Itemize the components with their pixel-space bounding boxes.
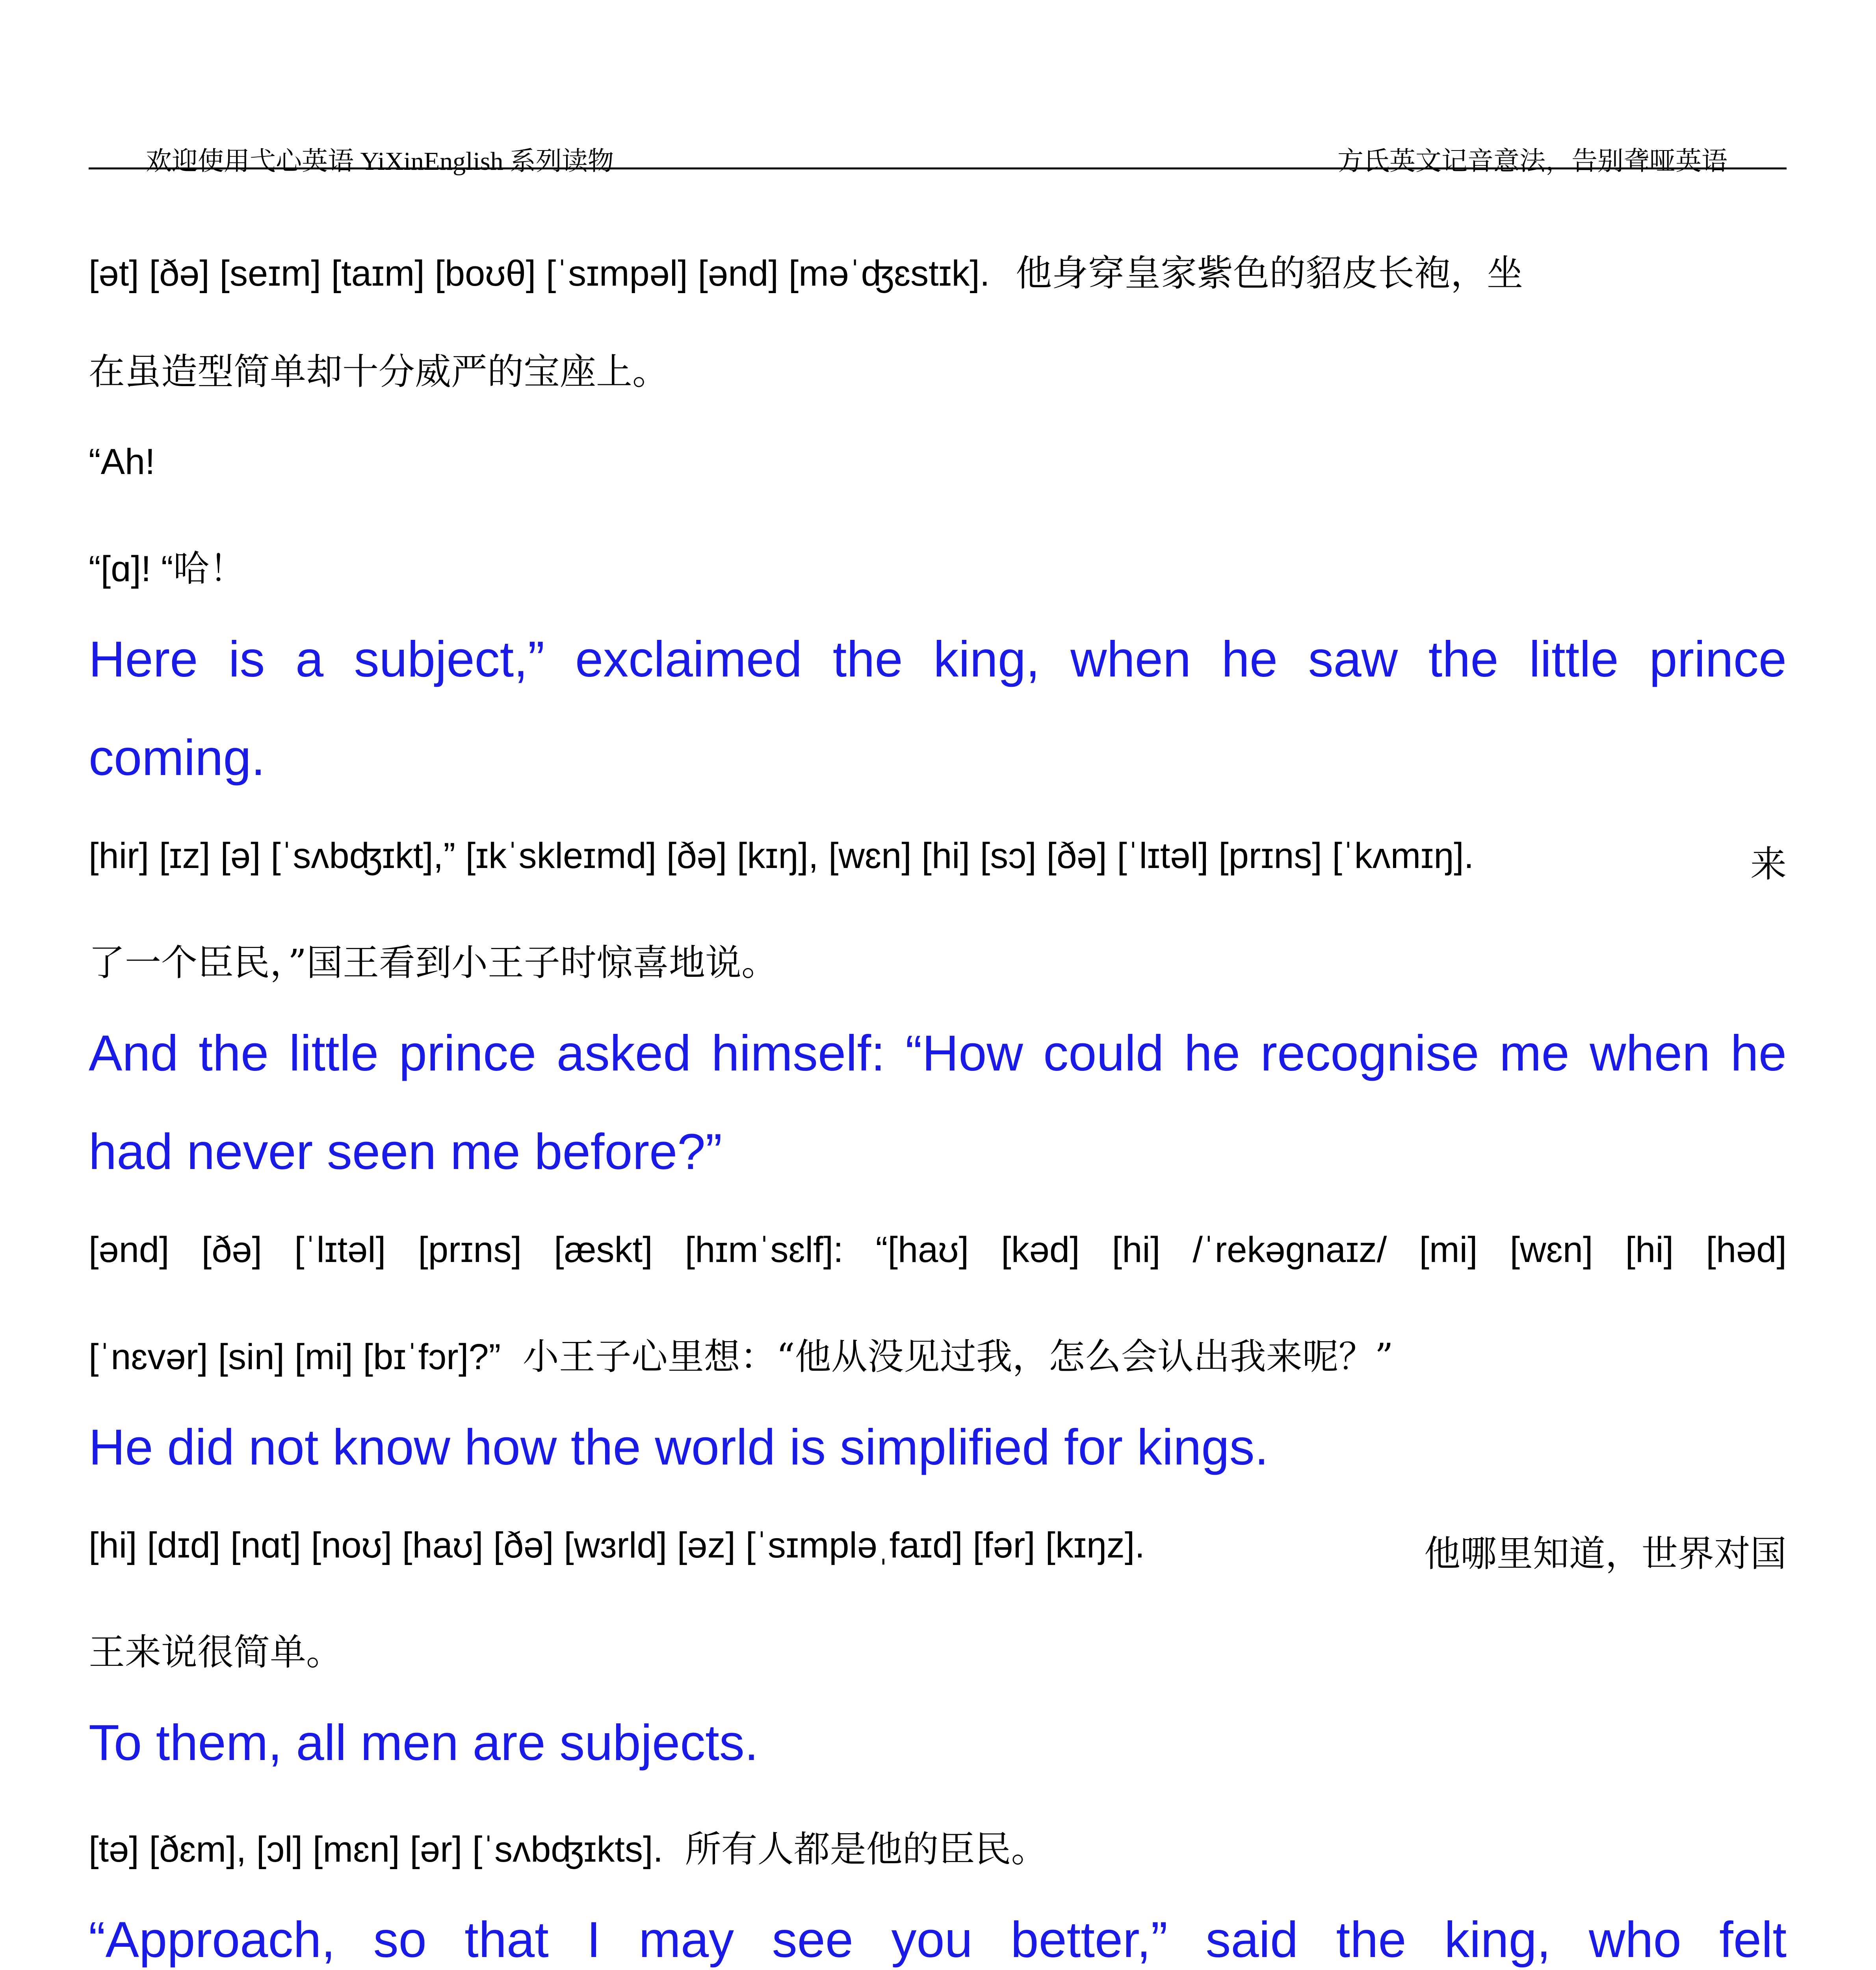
p7-english-line-1: “Approach, so that I may see you better,” said the king, who felt [89,1912,1787,1968]
p5-ipa: [hi] [dɪd] [nɑt] [noʊ] [haʊ] [ðə] [wɜrld] [əz] [ˈsɪmpləˌfaɪd] [fər] [kɪŋz]. [89,1525,1145,1565]
p4-ipa-line-1: [ənd] [ðə] [ˈlɪtəl] [prɪns] [æskt] [hɪmˈsɛlf]: “[haʊ] [kəd] [hi] /ˈrekəgnaɪz/ [mi] [wɛn] [hi] [həd] [89,1230,1787,1270]
p6-chinese: 所有人都是他的臣民。 [685,1828,1048,1870]
p5-chinese-b: 王来说很简单。 [89,1631,343,1673]
p1-line-1 [89,244,1787,296]
p4-chinese: 小王子心里想：“他从没见过我，怎么会认出我来呢？” [522,1336,1393,1378]
page-header [89,140,1787,176]
p4-line-2 [89,1328,1787,1380]
p6-english: To them, all men are subjects. [89,1715,759,1771]
p6-ipa: [tə] [ðɛm], [ɔl] [mɛn] [ər] [ˈsʌbʤɪkts]. [89,1829,663,1870]
header-left-text: 欢迎使用弋心英语 YiXinEnglish 系列读物 [146,147,614,176]
p4-ipa-line-2: [ˈnɛvər] [sin] [mi] [bɪˈfɔr]?” [89,1337,501,1377]
p2-english: “Ah! [89,442,155,482]
p3-english-line-2: coming. [89,730,266,786]
p1-chinese-a: 他身穿皇家紫色的貂皮长袍，坐 [1016,252,1523,294]
p2-ipa: “[ɑ]! “哈！ [89,549,246,589]
p1-chinese-b: 在虽造型简单却十分威严的宝座上。 [89,351,669,393]
p1-ipa: [ət] [ðə] [seɪm] [taɪm] [boʊθ] [ˈsɪmpəl] [ənd] [məˈʤɛstɪk]. [89,253,990,294]
p5-line [89,1525,1787,1575]
p5-english: He did not know how the world is simplified for kings. [89,1419,1269,1476]
p4-english-line-1: And the little prince asked himself: “How could he recognise me when he [89,1025,1787,1082]
p5-chinese-a: 他哪里知道，世界对国 [1424,1533,1787,1575]
p3-line [89,835,1787,885]
header-right-text: 方氏英文记音意法，告别聋哑英语 [1337,147,1727,176]
p6-line [89,1820,1787,1872]
p3-chinese-a: 来 [1750,843,1787,885]
p3-ipa: [hir] [ɪz] [ə] [ˈsʌbʤɪkt],” [ɪkˈskleɪmd] [ðə] [kɪŋ], [wɛn] [hi] [sɔ] [ðə] [ˈlɪtəl] [prɪns] [ˈkʌmɪŋ]. [89,836,1474,876]
p3-english-line-1: Here is a subject,” exclaimed the king, when he saw the little prince [89,631,1787,688]
p3-chinese-b: 了一个臣民，”国王看到小王子时惊喜地说。 [89,942,778,984]
p4-english-line-2: had never seen me before?” [89,1124,723,1180]
